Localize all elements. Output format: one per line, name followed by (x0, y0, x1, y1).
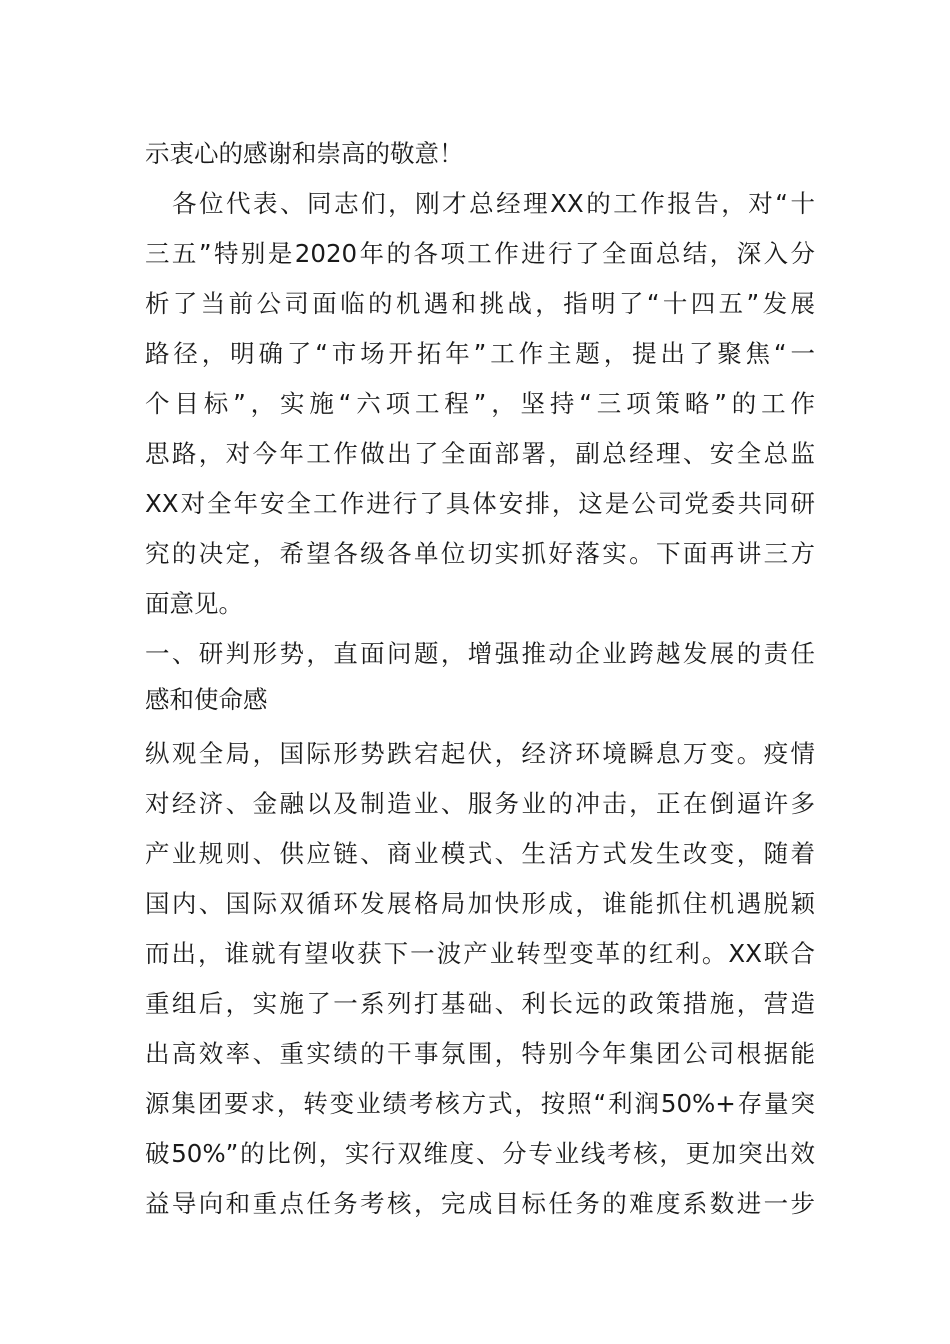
text-line-7: 思路，对今年工作做出了全面部署，副总经理、安全总监 (145, 439, 815, 468)
text-line-9: 究的决定，希望各级各单位切实抓好落实。下面再讲三方 (145, 539, 815, 568)
text-line-22: 益导向和重点任务考核，完成目标任务的难度系数进一步 (145, 1189, 815, 1218)
text-line-20: 源集团要求，转变业绩考核方式，按照“利润50%+存量突 (145, 1089, 815, 1118)
text-line-14: 对经济、金融以及制造业、服务业的冲击，正在倒逼许多 (145, 789, 815, 818)
text-line-17: 而出，谁就有望收获下一波产业转型变革的红利。XX联合 (145, 939, 815, 968)
text-line-6: 个目标”，实施“六项工程”，坚持“三项策略”的工作 (145, 389, 815, 418)
text-line-19: 出高效率、重实绩的干事氛围，特别今年集团公司根据能 (145, 1039, 815, 1068)
text-line-16: 国内、国际双循环发展格局加快形成，谁能抓住机遇脱颖 (145, 889, 815, 918)
text-line-8: XX对全年安全工作进行了具体安排，这是公司党委共同研 (145, 489, 815, 518)
text-line-13: 纵观全局，国际形势跌宕起伏，经济环境瞬息万变。疫情 (145, 739, 815, 768)
text-line-10: 面意见。 (145, 589, 243, 618)
text-line-18: 重组后，实施了一系列打基础、利长远的政策措施，营造 (145, 989, 815, 1018)
section-heading-line-1: 一、研判形势，直面问题，增强推动企业跨越发展的责任 (145, 639, 815, 668)
section-heading-line-2: 感和使命感 (145, 685, 268, 714)
text-line-3: 三五”特别是2020年的各项工作进行了全面总结，深入分 (145, 239, 815, 268)
text-line-4: 析了当前公司面临的机遇和挑战，指明了“十四五”发展 (145, 289, 815, 318)
text-line-15: 产业规则、供应链、商业模式、生活方式发生改变，随着 (145, 839, 815, 868)
text-line-21: 破50%”的比例，实行双维度、分专业线考核，更加突出效 (145, 1139, 815, 1168)
text-line-5: 路径，明确了“市场开拓年”工作主题，提出了聚焦“一 (145, 339, 815, 368)
text-line-1: 示衷心的感谢和崇高的敬意！ (145, 139, 464, 168)
text-line-2: 各位代表、同志们，刚才总经理XX的工作报告，对“十 (145, 189, 815, 218)
